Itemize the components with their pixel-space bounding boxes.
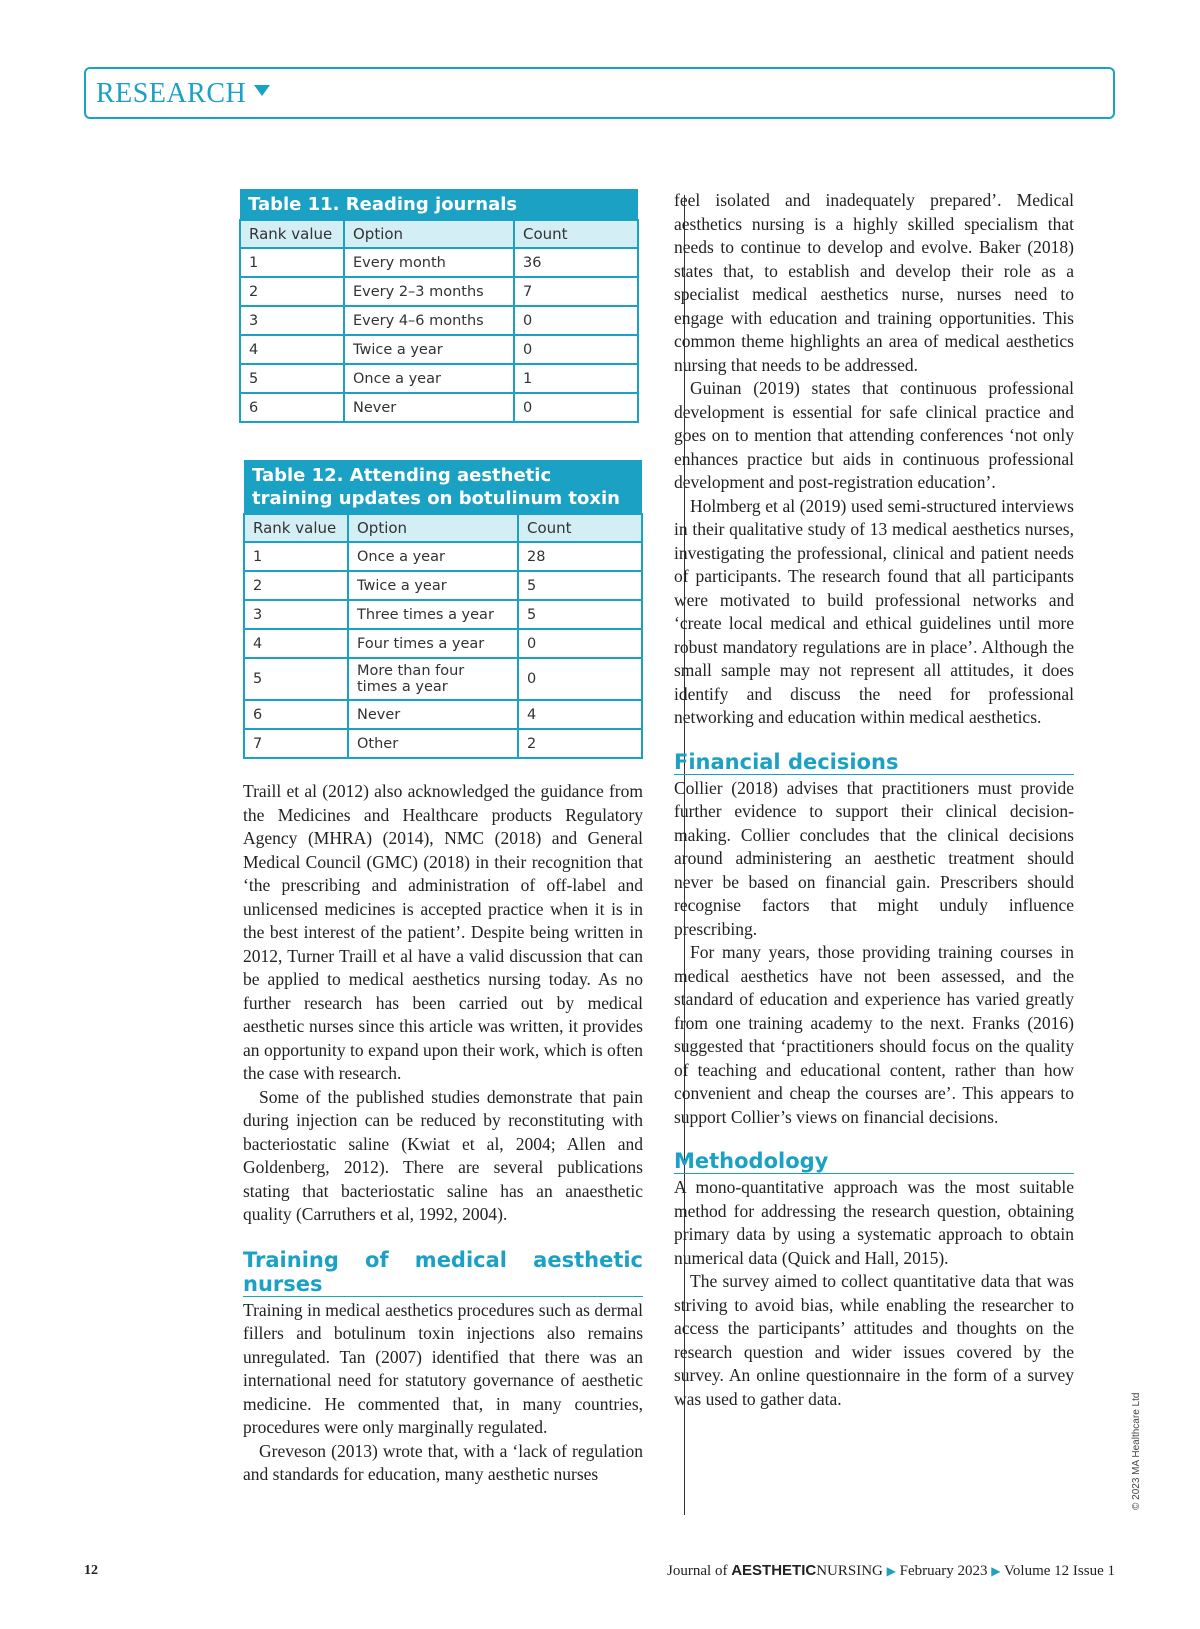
paragraph: Some of the published studies demonstrate that pain during injection can be reduced by reconstituting with bacteriostatic saline (Kwiat et al, 2004; Allen and Goldenberg, 2012). There are several publications stating that bacteriostatic saline has an anaesthetic quality (Carruthers et al, 1992, 2004). [243,1086,643,1224]
caret-down-icon [254,85,270,96]
table-cell: 0 [514,393,638,422]
table-cell: Four times a year [348,629,518,658]
paragraph: Holmberg et al (2019) used semi-structured interviews in their qualitative study of 13 medical aesthetics nurses, investigating the professional, clinical and patient needs of participants. The research found that all participants were motivated to build professional networks and ‘create local medical and ethical guidelines until more robust mandatory regulations are in place’. Although the small sample may not represent all attitudes, it does identify and discuss the need for professional networking and education within medical aesthetics. [674,495,1074,727]
section-heading: Training of medical aesthetic nurses [243,1247,643,1296]
table-row [244,658,642,700]
table-cell: Every 4–6 months [344,306,514,335]
table-cell: Other [348,729,518,758]
table-row [244,700,642,729]
table-cell: 5 [240,364,344,393]
table-row [244,571,642,600]
table-title: Table 11. Reading journals [240,189,638,219]
table-row [240,306,638,335]
issue-date: February 2023 [899,1563,988,1579]
journal-footer [667,1562,1115,1580]
table-cell: Every 2–3 months [344,277,514,306]
table-row [240,248,638,277]
arrow-right-icon: ▶ [991,1564,1001,1578]
table-cell: Once a year [344,364,514,393]
journal-prefix: Journal of [667,1563,728,1579]
table-training-updates [243,460,643,759]
section-heading: Methodology [674,1149,1074,1174]
table-row [244,629,642,658]
paragraph: For many years, those providing training courses in medical aesthetics have not been assessed, and the standard of education and experience has varied greatly from one training academy to the next. Franks (2016) suggested that ‘practitioners should focus on the quality of teaching and educational content, rather than how convenient and cheap the courses are’. This appears to support Collier’s views on financial decisions. [674,942,1074,1127]
paragraph: Collier (2018) advises that practitioners must provide further evidence to support their clinical decision-making. Collier concludes that the clinical decisions around administering an aesthetic treatment should never be based on financial gain. Prescribers should recognise factors that might unduly influence prescribing. [674,777,1074,939]
paragraph: Guinan (2019) states that continuous professional development is essential for safe clinical practice and goes on to mention that attending conferences ‘not only enhances practice but aids in continuous professional development and post-registration education’. [674,378,1074,492]
table-cell: 5 [244,658,348,700]
table-cell: 2 [518,729,642,758]
table-cell: Twice a year [344,335,514,364]
paragraph: A mono-quantitative approach was the most suitable method for addressing the research question, obtaining primary data by using a systematic approach to obtain numerical data (Quick and Hall, 2015). [674,1177,1074,1268]
column-header: Rank value [244,514,348,542]
table-cell: 7 [244,729,348,758]
table-row [240,335,638,364]
table-title: Table 12. Attending aesthetic training updates on botulinum toxin [244,460,642,513]
paragraph: The survey aimed to collect quantitative data that was striving to avoid bias, while enabling the researcher to access the participants’ attitudes and thoughts on the research question and wider issues covered by the survey. An online questionnaire in the form of a survey was used to gather data. [674,1271,1074,1409]
table-cell: 2 [244,571,348,600]
left-column [243,780,643,1487]
table-cell: 4 [518,700,642,729]
copyright-notice: © 2023 MA Healthcare Ltd [1131,1392,1142,1510]
table-cell: 1 [514,364,638,393]
column-header: Count [518,514,642,542]
table-cell: Once a year [348,542,518,571]
table-row [244,729,642,758]
table-cell: More than four times a year [348,658,518,700]
table-cell: 36 [514,248,638,277]
table-cell: 3 [244,600,348,629]
right-column [674,189,1074,1411]
paragraph: Traill et al (2012) also acknowledged the guidance from the Medicines and Healthcare products Regulatory Agency (MHRA) (2014), NMC (2018) and General Medical Council (GMC) (2018) in their recognition that ‘the prescribing and administration of off-label and unlicensed medicines is accepted practice when it is in the best interest of the patient’. Despite being written in 2012, Turner Traill et al have a valid discussion that can be applied to medical aesthetics nursing today. As no further research has been carried out by medical aesthetic nurses since this article was written, it provides an opportunity to expand upon their work, which is often the case with research. [243,781,643,1083]
table-row [244,542,642,571]
table-cell: 0 [514,306,638,335]
column-header: Option [348,514,518,542]
table-cell: 6 [240,393,344,422]
table-row [244,600,642,629]
table-row [240,277,638,306]
column-header: Rank value [240,220,344,248]
table-cell: Three times a year [348,600,518,629]
table-row [240,364,638,393]
table-cell: 7 [514,277,638,306]
section-heading: Financial decisions [674,750,1074,775]
table-cell: 6 [244,700,348,729]
table-cell: 1 [244,542,348,571]
table-cell: 3 [240,306,344,335]
table-cell: 4 [240,335,344,364]
table-cell: Never [348,700,518,729]
volume-issue: Volume 12 Issue 1 [1004,1563,1115,1579]
table-cell: 0 [518,629,642,658]
arrow-right-icon: ▶ [886,1564,896,1578]
table-cell: 5 [518,571,642,600]
table-cell: 4 [244,629,348,658]
table-cell: Twice a year [348,571,518,600]
table-cell: Never [344,393,514,422]
table-cell: 28 [518,542,642,571]
paragraph: Greveson (2013) wrote that, with a ‘lack of regulation and standards for education, many aesthetic nurses [243,1440,643,1484]
section-label: RESEARCH [96,78,270,110]
page-number: 12 [84,1563,98,1578]
table-cell: 1 [240,248,344,277]
section-header [84,67,1115,119]
column-header: Option [344,220,514,248]
column-header: Count [514,220,638,248]
paragraph: Training in medical aesthetics procedures such as dermal fillers and botulinum toxin injections also remains unregulated. Tan (2007) identified that there was an international need for statutory governance of aesthetic medicine. He commented that, in many countries, procedures were only marginally regulated. [243,1299,643,1437]
table-cell: 0 [518,658,642,700]
table-row [240,393,638,422]
table-cell: 2 [240,277,344,306]
journal-name-bold: AESTHETIC [731,1562,817,1579]
table-cell: 0 [514,335,638,364]
table-reading-journals [239,189,639,423]
table-cell: 5 [518,600,642,629]
journal-name-suffix: NURSING [816,1563,883,1579]
table-cell: Every month [344,248,514,277]
paragraph: feel isolated and inadequately prepared’. Medical aesthetics nursing is a highly skilled specialism that needs to continue to develop and evolve. Baker (2018) states that, to establish and develop their role as a specialist medical aesthetics nurse, nurses need to engage with education and training opportunities. This common theme highlights an area of medical aesthetics nursing that needs to be addressed. [674,190,1074,375]
